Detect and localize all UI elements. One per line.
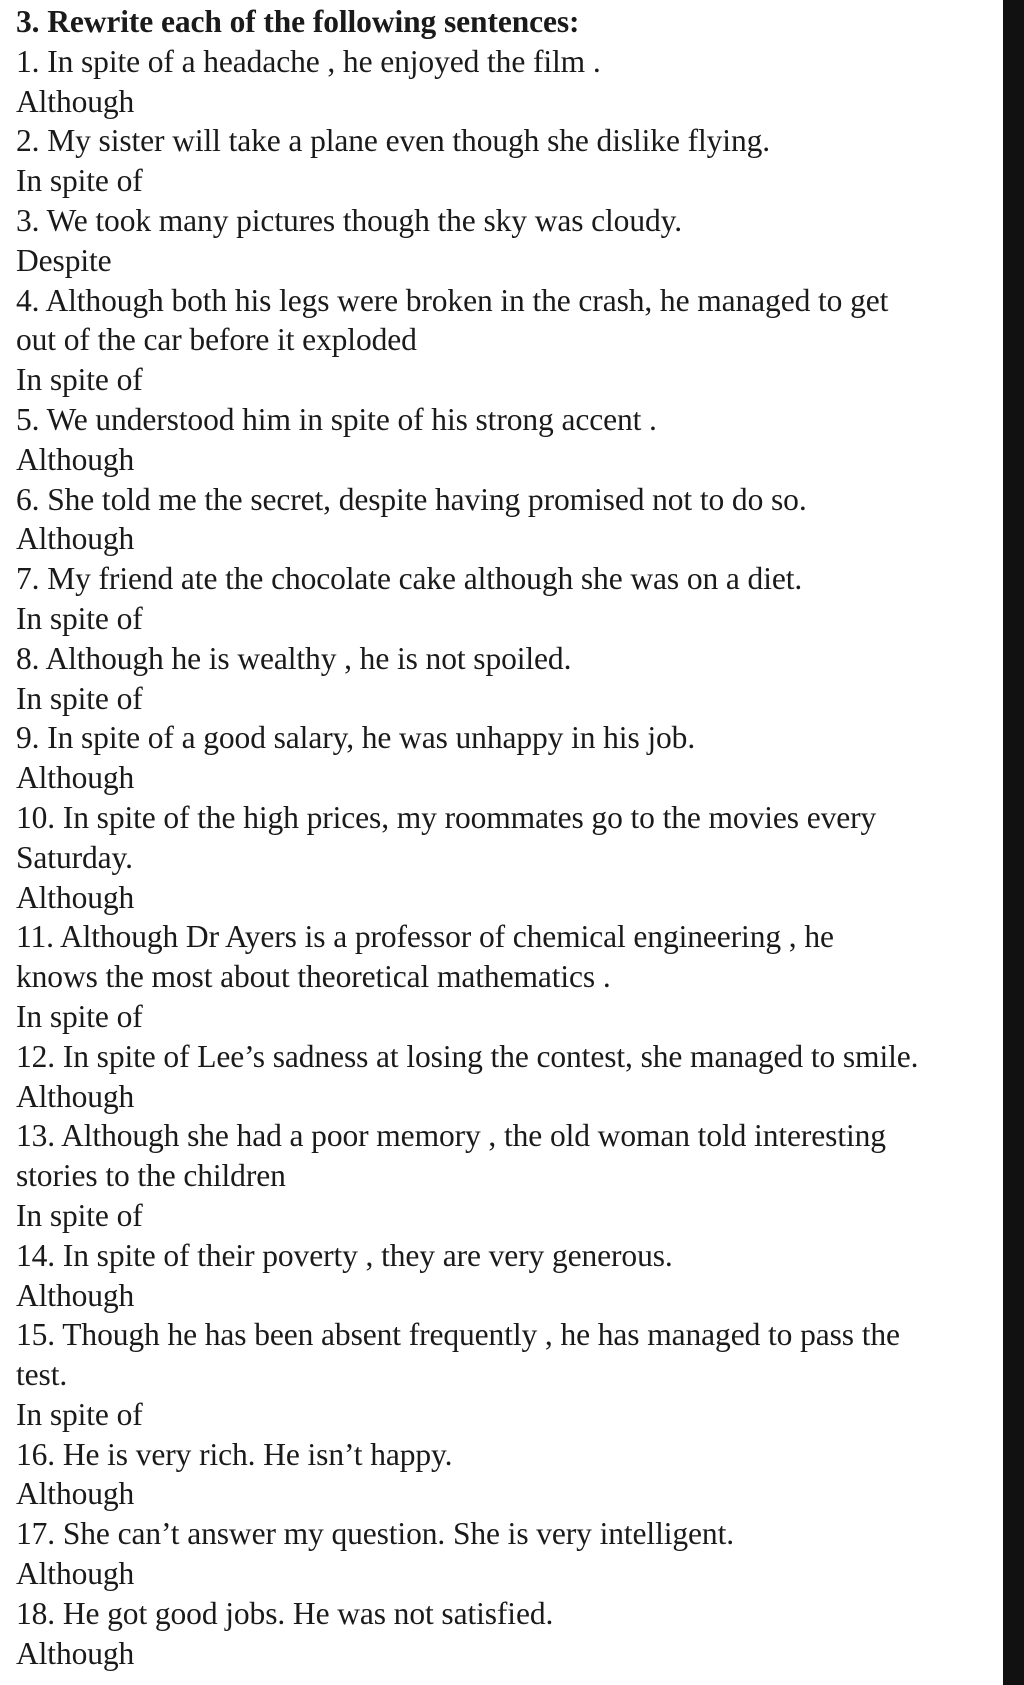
prompt-13: In spite of	[16, 1197, 143, 1233]
sentence-14: 14. In spite of their poverty , they are very generous.	[16, 1237, 673, 1273]
sentence-9: 9. In spite of a good salary, he was unhappy in his job.	[16, 720, 696, 756]
prompt-3: Despite	[16, 242, 112, 278]
sentence-17: 17. She can’t answer my question. She is very intelligent.	[16, 1516, 734, 1552]
prompt-1: Although	[16, 83, 135, 119]
sentence-8: 8. Although he is wealthy , he is not spoiled.	[16, 640, 572, 676]
sentence-2: 2. My sister will take a plane even though she dislike flying.	[16, 123, 771, 159]
sentence-18: 18. He got good jobs. He was not satisfied.	[16, 1595, 554, 1631]
sentence-16: 16. He is very rich. He isn’t happy.	[16, 1436, 453, 1472]
prompt-4: In spite of	[16, 362, 143, 398]
sentence-3: 3. We took many pictures though the sky was cloudy.	[16, 202, 683, 238]
prompt-5: Although	[16, 441, 135, 477]
sentence-10: 10. In spite of the high prices, my roommates go to the movies every	[16, 799, 877, 835]
sentence-15-cont: test.	[16, 1357, 68, 1393]
exercise-title: 3. Rewrite each of the following sentences:	[16, 4, 580, 39]
sentence-13: 13. Although she had a poor memory , the old woman told interesting	[16, 1118, 886, 1154]
sentence-15: 15. Though he has been absent frequently , he has managed to pass the	[16, 1317, 900, 1353]
sentence-13-cont: stories to the children	[16, 1158, 286, 1194]
sentence-11: 11. Although Dr Ayers is a professor of chemical engineering , he	[16, 919, 834, 955]
sentence-4: 4. Although both his legs were broken in the crash, he managed to get	[16, 282, 889, 318]
prompt-16: Although	[16, 1476, 135, 1512]
prompt-11: In spite of	[16, 998, 143, 1034]
exercise-text	[16, 2, 1006, 1673]
prompt-17: Although	[16, 1556, 135, 1592]
sentence-1: 1. In spite of a headache , he enjoyed the film .	[16, 43, 601, 79]
prompt-12: Although	[16, 1078, 135, 1114]
prompt-7: In spite of	[16, 600, 143, 636]
sentence-10-cont: Saturday.	[16, 839, 133, 875]
prompt-2: In spite of	[16, 163, 143, 199]
prompt-15: In spite of	[16, 1396, 143, 1432]
prompt-6: Although	[16, 521, 135, 557]
sentence-7: 7. My friend ate the chocolate cake although she was on a diet.	[16, 561, 803, 597]
prompt-10: Although	[16, 879, 135, 915]
sentence-4-cont: out of the car before it exploded	[16, 322, 417, 358]
prompt-9: Although	[16, 760, 135, 796]
prompt-18: Although	[16, 1635, 135, 1671]
sentence-11-cont: knows the most about theoretical mathematics .	[16, 959, 611, 995]
sentence-12: 12. In spite of Lee’s sadness at losing the contest, she managed to smile.	[16, 1038, 919, 1074]
dark-right-border	[1003, 0, 1024, 1685]
sentence-5: 5. We understood him in spite of his strong accent .	[16, 401, 657, 437]
prompt-14: Although	[16, 1277, 135, 1313]
prompt-8: In spite of	[16, 680, 143, 716]
sentence-6: 6. She told me the secret, despite having promised not to do so.	[16, 481, 807, 517]
